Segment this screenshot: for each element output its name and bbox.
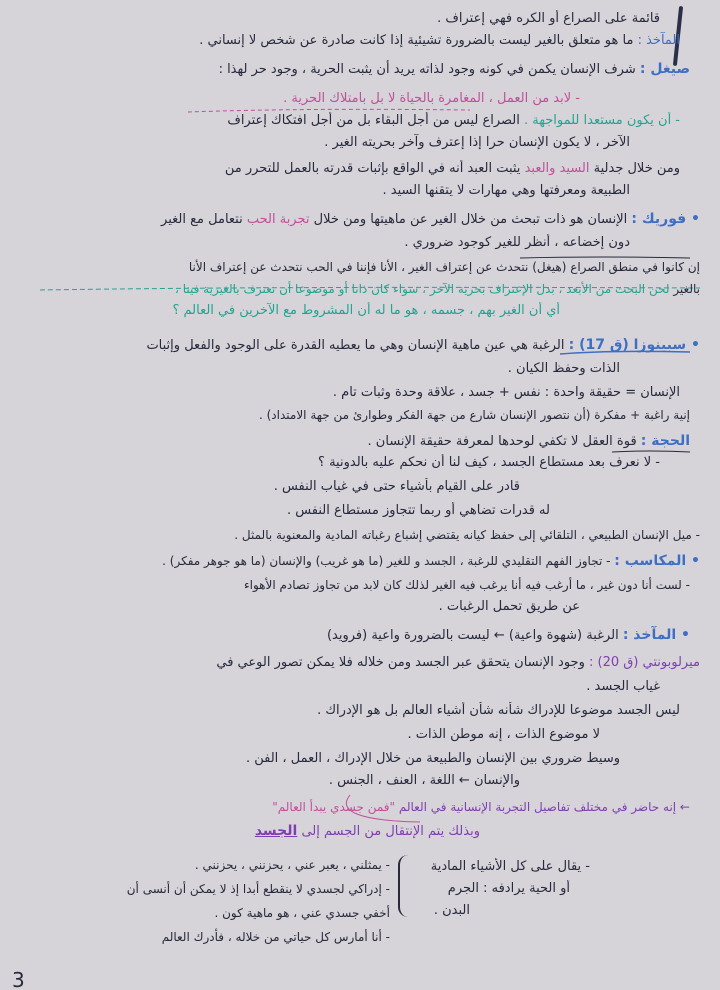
text-line: - ميل الإنسان الطبيعي ، التلقائي إلى حفظ كيانه يقتضي إشباع رغباته المادية والمعنوية بالمثل . [234, 528, 700, 542]
text-line: • المكاسب : - تجاوز الفهم التقليدي للرغبة ، الجسد و للغير (ما هو غريب) والإنسان (ما هو جوهر مفكر) . [162, 553, 700, 569]
text-line: عن طريق تحمل الرغبات . [438, 599, 580, 614]
text-line: إن كانوا في منطق الصراع (هيغل) نتحدث عن إعتراف الغير ، الأنا فإننا في الحب نتحدث عن إعتراف الأنا [188, 260, 700, 274]
text-line: قادر على القيام بأشياء حتى في غياب النفس . [273, 479, 520, 494]
feature-line: - إدراكي لجسدي لا ينقطع أبدا إذ لا يمكن أن أنسى أن [126, 882, 390, 896]
text-line: لا موضوع الذات ، إنه موطن الذات . [407, 727, 600, 742]
text-line: الإنسان = حقيقة واحدة : نفس + جسد ، علاقة وحدة وثبات تام . [332, 385, 680, 400]
page-number: 3 [12, 968, 25, 990]
text-line: الذات وحفظ الكيان . [507, 361, 620, 376]
text-line: - لست أنا دون غير ، ما أرغب فيه أنا يرغب فيه الغير لذلك كان لابد من تجاوز تصادم الأهواء [244, 578, 690, 592]
text-line: إنية راغبة + مفكرة (أن نتصور الإنسان شارع من جهة الفكر وطوارئ من جهة الامتداد) . [258, 408, 690, 422]
text-line: المآخذ : ما هو متعلق بالغير ليست بالضرورة تشيئية إذا كانت صادرة عن شخص لا إنساني . [199, 33, 680, 48]
text-line: - لابد من العمل ، المغامرة بالحياة لا بل بامتلاك الحرية . [283, 91, 580, 106]
text-line: - لا نعرف بعد مستطاع الجسد ، كيف لنا أن نحكم عليه بالدونية ؟ [318, 455, 660, 470]
text-line: • المآخذ : الرغبة (شهوة واعية) ← ليست بالضرورة واعية (فرويد) [326, 627, 690, 643]
brace-mark [398, 855, 412, 917]
text-line: ← إنه حاضر في مختلف تفاصيل التجربة الإنسانية في العالم "فمن جسدي يبدأ العالم" [272, 800, 690, 814]
feature-line: - أنا أمارس كل حياتي من خلاله ، فأدرك العالم [161, 930, 390, 944]
text-line: الطبيعة ومعرفتها وهي مهارات لا يتقنها السيد . [382, 183, 630, 198]
text-line: له قدرات تضاهي أو ربما تتجاوز مستطاع النفس . [286, 503, 550, 518]
text-line: بالغير لحن البحث من الأبعد ، بدل الإعتراف بحرية الآخر ، سواء كان ذاتا أو موضوعا أن نعترف بالغيرية فينا ، [175, 282, 700, 296]
text-line: ليس الجسد موضوعا للإدراك شأنه شأن أشياء العالم بل هو الإدراك . [317, 703, 680, 718]
text-line: - أن يكون مستعدا للمواجهة . الصراع ليس من أجل البقاء بل من أجل افتكاك إعتراف [227, 113, 680, 128]
text-line: دون إخضاعه ، أنظر للغير كوجود ضروري . [404, 235, 630, 250]
text-line: غياب الجسد . [586, 679, 660, 694]
text-line: وبذلك يتم الإنتقال من الجسم إلى الجسد [254, 823, 480, 839]
feature-line: أخفي جسدي عني ، هو ماهية كون . [214, 906, 390, 920]
text-line: • سبينوزا (ق 17) : الرغبة هي عين ماهية الإنسان وهي ما يعطيه القدرة على الوجود والفعل وإثبات [146, 337, 700, 353]
text-line: ميرلوبونتي (ق 20) : وجود الإنسان يتحقق عبر الجسد ومن خلاله فلا يمكن تصور الوعي في [216, 655, 700, 670]
definition-line: البدن . [433, 903, 470, 918]
feature-line: - يمثلني ، يعبر عني ، يحزنني ، يحزنني . [194, 858, 390, 872]
text-line: الحجة : قوة العقل لا تكفي لوحدها لمعرفة حقيقة الإنسان . [367, 433, 690, 449]
text-line: وسيط ضروري بين الإنسان والطبيعة من خلال الإدراك ، العمل ، الفن . [245, 751, 620, 766]
definition-line: أو الحية يرادفه : الجرم [447, 881, 570, 896]
text-line: ومن خلال جدلية السيد والعبد يثبت العبد أنه في الواقع بإثبات قدرته بالعمل للتحرر من [224, 161, 680, 176]
text-line: • فوريك : الإنسان هو ذات تبحث من خلال الغير عن ماهيتها ومن خلال تجربة الحب نتعامل مع الغير [161, 211, 700, 227]
text-line: صيغل : شرف الإنسان يكمن في كونه وجود لذاته يريد أن يثبت الحرية ، وجود حر لهذا : [218, 61, 690, 77]
text-line: الآخر ، لا يكون الإنسان حرا إذا إعترف وآخر بحريته الغير . [324, 135, 630, 150]
text-line: والإنسان ← اللغة ، العنف ، الجنس . [328, 773, 520, 788]
definition-line: - يقال على كل الأشياء المادية [430, 859, 590, 874]
text-line: أي أن الغير بهم ، جسمه ، هو ما له أن المشروط مع الآخرين في العالم ؟ [172, 303, 560, 318]
text-line: قائمة على الصراع أو الكره فهي إعتراف . [437, 11, 660, 26]
